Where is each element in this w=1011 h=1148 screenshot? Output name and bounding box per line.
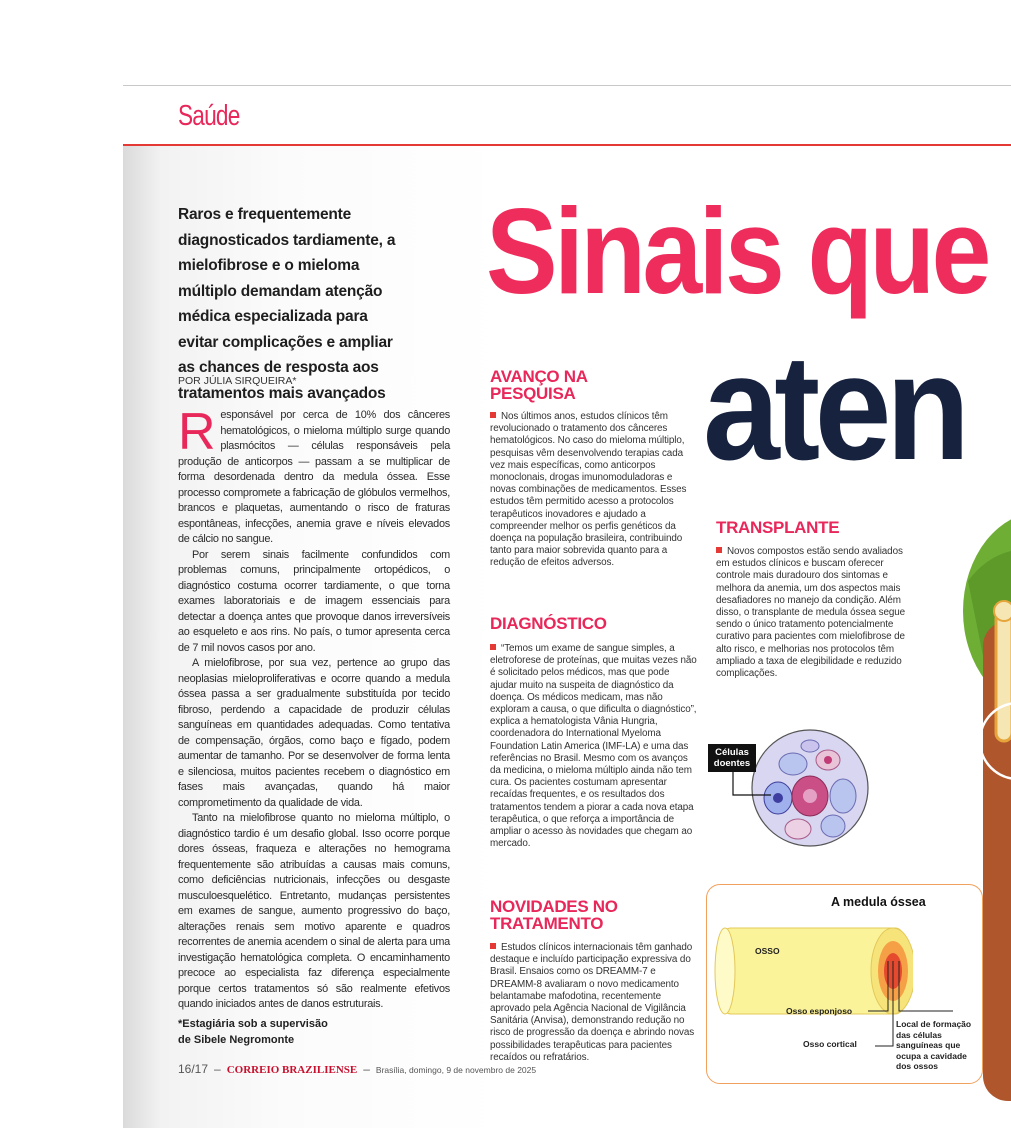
headline-line-2: aten bbox=[703, 323, 965, 491]
subhead-transplante: TRANSPLANTE bbox=[716, 518, 840, 537]
top-rule bbox=[123, 85, 1011, 86]
headline-line-1: Sinais que bbox=[486, 183, 988, 319]
folio: 16/17 – CORREIO BRAZILIENSE – Brasília, domingo, 9 de novembro de 2025 bbox=[178, 1062, 537, 1076]
bullet-square bbox=[490, 412, 496, 418]
subhead-novidades-line1: NOVIDADES NO bbox=[490, 897, 618, 916]
subhead-avanco bbox=[490, 368, 588, 402]
byline-prefix: POR bbox=[178, 375, 201, 387]
body-paragraph-4: Tanto na mielofibrose quanto no mieloma múltiplo, o diagnóstico tardio é um desafio global. Isso ocorre porque dores ósseas, fraqueza e alterações no hemograma frequentemente são atribuídas a causas mais comuns, como deficiências nutricionais, infecções ou desgaste musculoesquelético. Entretanto, mudanças persistentes em exames de sangue, aumento progressivo do baço, alterações renais sem motivo aparente e quadros recorrentes de anemia acendem o sinal de alerta para uma investigação hematológica completa. O encaminhamento precoce ao especialista faz diferença especialmente porque certos tratamentos só são realmente efetivos quando iniciados antes de danos estruturais. bbox=[178, 812, 450, 1010]
section-label: Saúde bbox=[178, 100, 240, 132]
cells-pointer-line bbox=[731, 771, 781, 801]
page-numbers: 16/17 bbox=[178, 1062, 209, 1076]
label-osso-cortical: Osso cortical bbox=[803, 1039, 857, 1049]
article-body bbox=[178, 403, 450, 1013]
label-local-formacao: Local de formação das células sanguíneas que ocupa a cavidade dos ossos bbox=[896, 1019, 972, 1071]
text-diagnostico: “Temos um exame de sangue simples, a eletroforese de proteínas, que muitas vezes não é solicitado pelos médicos, mas que pode ajudar muito na suspeita de diagnóstico da doença. Os médicos medicam, mas não exploram a causa, o que dificulta o diagnóstico”, explica a hematologista Vânia Hungria, coordenadora do International Myeloma Foundation Latin America (IMF-LA) e uma das referências no Brasil. Mesmo com os avanços da medicina, o mieloma múltiplo ainda não tem cura. Os pacientes costumam apresentar recaídas frequentes, e os resultados dos tratamentos tendem a piorar a cada nova etapa terapêutica, o que reforça a importância de ampliar o acesso às novidades que chegam ao mercado. bbox=[490, 643, 697, 850]
text-novidades: Estudos clínicos internacionais têm ganhado destaque e incluído participação expressiva do Brasil. Ensaios como os DREAMM-7 e DREAMM-8 avaliaram o novo medicamento belantamabe mafodotina, recentemente aprovado pela Agência Nacional de Vigilância Sanitária (Anvisa), demonstrando redução no risco de progressão da doença e abrindo novas possibilidades terapêuticas para pacientes recaídos ou refratários. bbox=[490, 942, 695, 1063]
bone-shape bbox=[996, 611, 1011, 741]
label-osso: OSSO bbox=[755, 946, 780, 956]
cells-label: Células doentes bbox=[708, 744, 756, 772]
infobox-pointer-lines bbox=[863, 956, 973, 1051]
bullet-square bbox=[490, 943, 496, 949]
drop-cap: R bbox=[178, 403, 216, 461]
footnote: *Estagiária sob a supervisão de Sibele Negromonte bbox=[178, 1018, 328, 1046]
body-paragraph bbox=[178, 403, 450, 548]
byline bbox=[178, 375, 296, 387]
body-paragraph-2: Por serem sinais facilmente confundidos com problemas comuns, principalmente ortopédicos, o diagnóstico costuma ocorrer tardiamente, o que torna exames laboratoriais e de imagem essenciais para detectar a doença antes que provoque danos irreversíveis ao esqueleto e aos rins. No país, o tumor apresenta cerca de 7 mil novos casos por ano. bbox=[178, 548, 450, 654]
page-body bbox=[123, 146, 1011, 1128]
bullet-square bbox=[490, 644, 496, 650]
byline-author: JÚLIA SIRQUEIRA* bbox=[203, 375, 297, 387]
subhead-avanco-line1: AVANÇO NA bbox=[490, 367, 588, 386]
subhead-novidades bbox=[490, 898, 618, 932]
body-paragraph-1: esponsável por cerca de 10% dos cânceres hematológicos, o mieloma múltiplo surge quando plasmócitos — células responsáveis pela produção de anticorpos — passam a se multiplicar de forma desordenada dentro da medula óssea. Esse processo compromete a fabricação de glóbulos vermelhos, brancos e plaquetas, aumentando o risco de fraturas espontâneas, infecções, anemia grave e níveis elevados de cálcio no sangue. bbox=[178, 409, 450, 545]
text-transplante: Novos compostos estão sendo avaliados em estudos clínicos e buscam oferecer controle mais duradouro dos sintomas e melhora da anemia, um dos aspectos mais desafiadores no manejo da condição. Além disso, o transplante de medula óssea segue sendo o único tratamento potencialmente curativo para pacientes com mielofibrose de alto risco, e melhorias nos protocolos têm ampliado a taxa de elegibilidade e reduzido complicações. bbox=[716, 546, 906, 680]
lead-paragraph: Raros e frequentemente diagnosticados tardiamente, a mielofibrose e o mieloma múltiplo demandam atenção médica especializada para evitar complicações e ampliar as chances de resposta aos tratamentos mais avançados bbox=[178, 206, 396, 402]
label-osso-esponjoso: Osso esponjoso bbox=[786, 1006, 853, 1016]
subhead-avanco-line2: PESQUISA bbox=[490, 384, 576, 403]
infobox-title: A medula óssea bbox=[831, 895, 926, 909]
subhead-diagnostico: DIAGNÓSTICO bbox=[490, 614, 607, 633]
newspaper-brand: CORREIO BRAZILIENSE bbox=[226, 1064, 358, 1076]
body-paragraph-3: A mielofibrose, por sua vez, pertence ao grupo das neoplasias mieloproliferativas e ocorre quando a medula óssea passa a ser gradualmente substituída por tecido fibroso, perdendo a capacidade de produzir células sanguíneas em quantidades adequadas. Como tentativa de compensação, órgãos, como baço e fígado, podem aumentar de tamanho. Por se desenvolver de forma lenta e silenciosa, muitos pacientes recebem o diagnóstico em fases mais avançadas, quando há maior comprometimento da qualidade de vida. bbox=[178, 657, 450, 809]
issue-date: Brasília, domingo, 9 de novembro de 2025 bbox=[375, 1065, 537, 1075]
text-avanco: Nos últimos anos, estudos clínicos têm revolucionado o tratamento dos cânceres hematológicos. No caso do mieloma múltiplo, pesquisas vêm desenvolvendo terapias cada vez mais específicas, como anticorpos monoclonais, drogas imunomoduladoras e novas combinações de medicamentos. Esses estudos têm permitido acesso a protocolos terapêuticos inovadores e ajudado a compreender melhor os perfis genéticos da doença na população brasileira, contribuindo tanto para maior sobrevida quanto para a redução de efeitos adversos. bbox=[490, 411, 687, 569]
subhead-novidades-line2: TRATAMENTO bbox=[490, 914, 604, 933]
bullet-square bbox=[716, 547, 722, 553]
